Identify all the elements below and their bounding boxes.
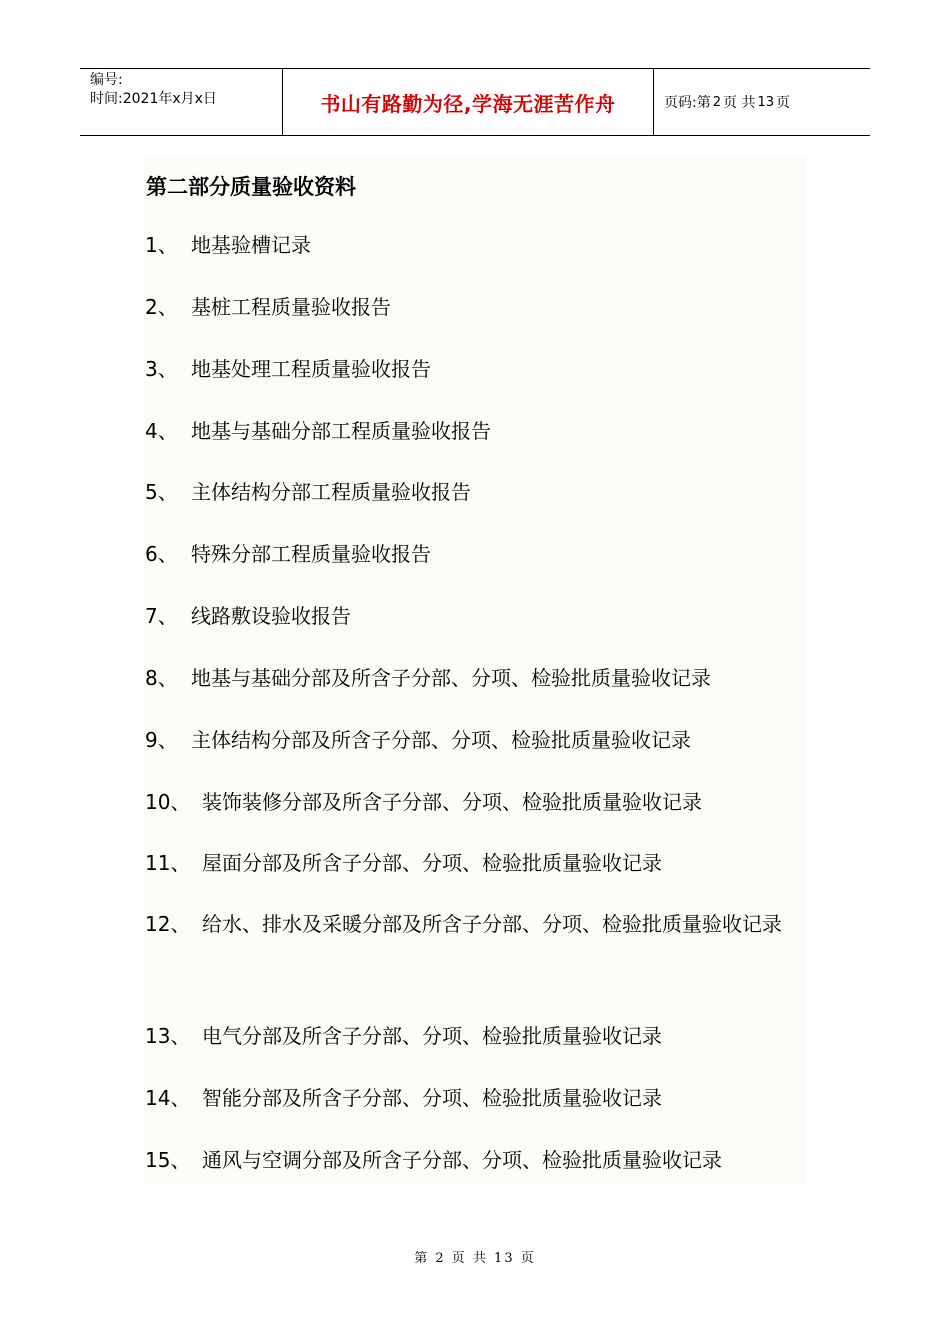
item-number: 4、 — [145, 419, 178, 443]
document-body — [143, 155, 806, 1185]
list-item — [145, 602, 351, 630]
list-item — [145, 293, 391, 321]
item-number: 5、 — [145, 480, 178, 504]
list-item — [145, 417, 491, 445]
section-title: 第二部分质量验收资料 — [146, 175, 356, 199]
page-prefix: 页码:第 — [664, 95, 711, 111]
item-text: 地基与基础分部及所含子分部、分项、检验批质量验收记录 — [191, 666, 711, 690]
list-item — [145, 664, 711, 692]
list-item — [145, 478, 471, 506]
item-number: 15、 — [145, 1148, 191, 1172]
item-text: 电气分部及所含子分部、分项、检验批质量验收记录 — [202, 1024, 662, 1048]
item-text: 主体结构分部及所含子分部、分项、检验批质量验收记录 — [191, 728, 691, 752]
item-text: 特殊分部工程质量验收报告 — [191, 542, 431, 566]
header-info-cell — [80, 69, 282, 135]
header-motto-cell — [282, 69, 654, 135]
item-number: 9、 — [145, 728, 178, 752]
list-item — [145, 540, 431, 568]
item-number: 11、 — [145, 851, 191, 875]
header-page-cell — [654, 69, 870, 135]
item-number: 10、 — [145, 790, 191, 814]
item-text: 地基处理工程质量验收报告 — [191, 357, 431, 381]
list-item — [145, 1146, 722, 1174]
item-text: 装饰装修分部及所含子分部、分项、检验批质量验收记录 — [202, 790, 702, 814]
item-number: 14、 — [145, 1086, 191, 1110]
page-current: 2 — [712, 94, 721, 110]
list-item — [145, 231, 311, 259]
item-text: 地基验槽记录 — [191, 233, 311, 257]
item-text: 给水、排水及采暖分部及所含子分部、分项、检验批质量验收记录 — [202, 912, 782, 936]
list-item — [145, 788, 702, 816]
item-text: 屋面分部及所含子分部、分项、检验批质量验收记录 — [202, 851, 662, 875]
list-item — [145, 849, 662, 877]
list-item — [145, 1084, 662, 1112]
item-number: 13、 — [145, 1024, 191, 1048]
item-text: 主体结构分部工程质量验收报告 — [191, 480, 471, 504]
item-text: 地基与基础分部工程质量验收报告 — [191, 419, 491, 443]
item-text: 通风与空调分部及所含子分部、分项、检验批质量验收记录 — [202, 1148, 722, 1172]
page-mid: 页 共 — [723, 95, 756, 111]
item-number: 7、 — [145, 604, 178, 628]
page-suffix: 页 — [776, 95, 790, 111]
item-text: 基桩工程质量验收报告 — [191, 295, 391, 319]
item-number: 6、 — [145, 542, 178, 566]
item-number: 3、 — [145, 357, 178, 381]
time-label: 时间:2021年x月x日 — [90, 91, 217, 107]
page-header — [80, 68, 870, 136]
item-number: 2、 — [145, 295, 178, 319]
item-number: 12、 — [145, 912, 191, 936]
list-item — [145, 1022, 662, 1050]
item-text: 智能分部及所含子分部、分项、检验批质量验收记录 — [202, 1086, 662, 1110]
list-item — [145, 355, 431, 383]
item-number: 1、 — [145, 233, 178, 257]
motto-text: 书山有路勤为径,学海无涯苦作舟 — [320, 91, 616, 116]
list-item — [145, 726, 691, 754]
page-footer: 第 2 页 共 13 页 — [414, 1251, 536, 1266]
number-label: 编号: — [90, 72, 123, 88]
item-number: 8、 — [145, 666, 178, 690]
list-item — [145, 899, 807, 949]
page-total: 13 — [757, 94, 774, 110]
item-text: 线路敷设验收报告 — [191, 604, 351, 628]
